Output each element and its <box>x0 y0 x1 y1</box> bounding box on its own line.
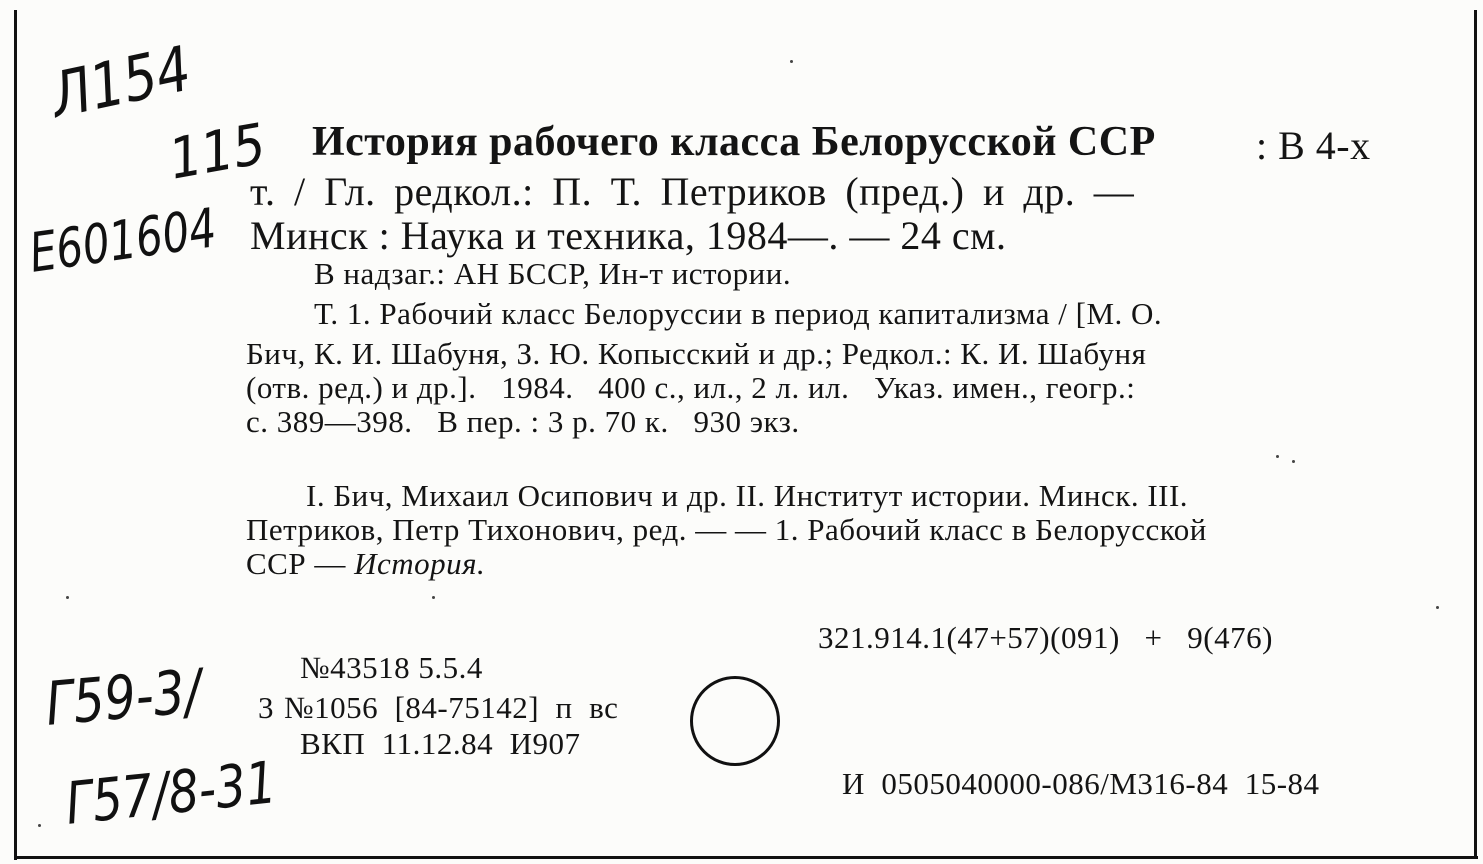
volume-line-4: с. 389—398. В пер. : 3 р. 70 к. 930 экз. <box>246 404 800 439</box>
tracing-line-3 <box>246 546 485 582</box>
publication-line: Минск : Наука и техника, 1984—. — 24 см. <box>250 213 1007 258</box>
volume-line-1: Т. 1. Рабочий класс Белоруссии в период капитализма / [М. О. <box>314 296 1163 331</box>
scan-speck <box>432 596 435 599</box>
scan-speck <box>66 596 69 599</box>
scan-speck <box>1276 455 1279 458</box>
handwritten-code-top-sub: 115 <box>164 111 271 193</box>
book-title: История рабочего класса Белорусской ССР <box>312 119 1156 165</box>
title-volumes: : В 4-х <box>1256 123 1371 168</box>
handwritten-code-g59: Г59-3/ <box>42 656 205 740</box>
handwritten-code-g57: Г57/8-31 <box>62 748 280 838</box>
imprint-prefix: 3 <box>258 690 274 725</box>
header-note: В надзаг.: АН БССР, Ин-т истории. <box>314 256 792 291</box>
scan-speck <box>1436 606 1439 609</box>
scan-speck <box>1292 460 1295 463</box>
handwritten-code-top: Л154 <box>44 31 197 133</box>
tracing-subject-italic: История. <box>354 546 486 581</box>
tracing-line-2: Петриков, Петр Тихонович, ред. — — 1. Рабочий класс в Белорусской <box>246 512 1207 547</box>
volume-line-2: Бич, К. И. Шабуня, З. Ю. Копысский и др.; Редкол.: К. И. Шабуня <box>246 336 1147 371</box>
tracing-line-1: I. Бич, Михаил Осипович и др. II. Институт истории. Минск. III. <box>306 478 1189 513</box>
scan-speck <box>790 60 793 63</box>
card-border-right <box>1474 10 1477 858</box>
stamp-circle <box>690 676 780 766</box>
footer-code: И 0505040000-086/М316-84 15-84 <box>842 766 1320 801</box>
card-border-left <box>14 10 17 860</box>
editorial-line: т. / Гл. редкол.: П. Т. Петриков (пред.) и др. — <box>250 169 1135 214</box>
handwritten-code-e: Е601604 <box>25 196 220 285</box>
imprint-line-2: №1056 [84-75142] п вс <box>284 690 619 725</box>
scan-speck <box>38 824 41 827</box>
volume-line-3: (отв. ред.) и др.]. 1984. 400 с., ил., 2 л. ил. Указ. имен., геогр.: <box>246 370 1136 405</box>
classification-index: 321.914.1(47+57)(091) + 9(476) <box>818 620 1273 655</box>
card-border-bottom <box>14 856 1478 859</box>
imprint-line-3: ВКП 11.12.84 И907 <box>300 726 581 761</box>
imprint-line-1: №43518 5.5.4 <box>300 650 483 685</box>
tracing-subject: ССР — <box>246 546 355 581</box>
